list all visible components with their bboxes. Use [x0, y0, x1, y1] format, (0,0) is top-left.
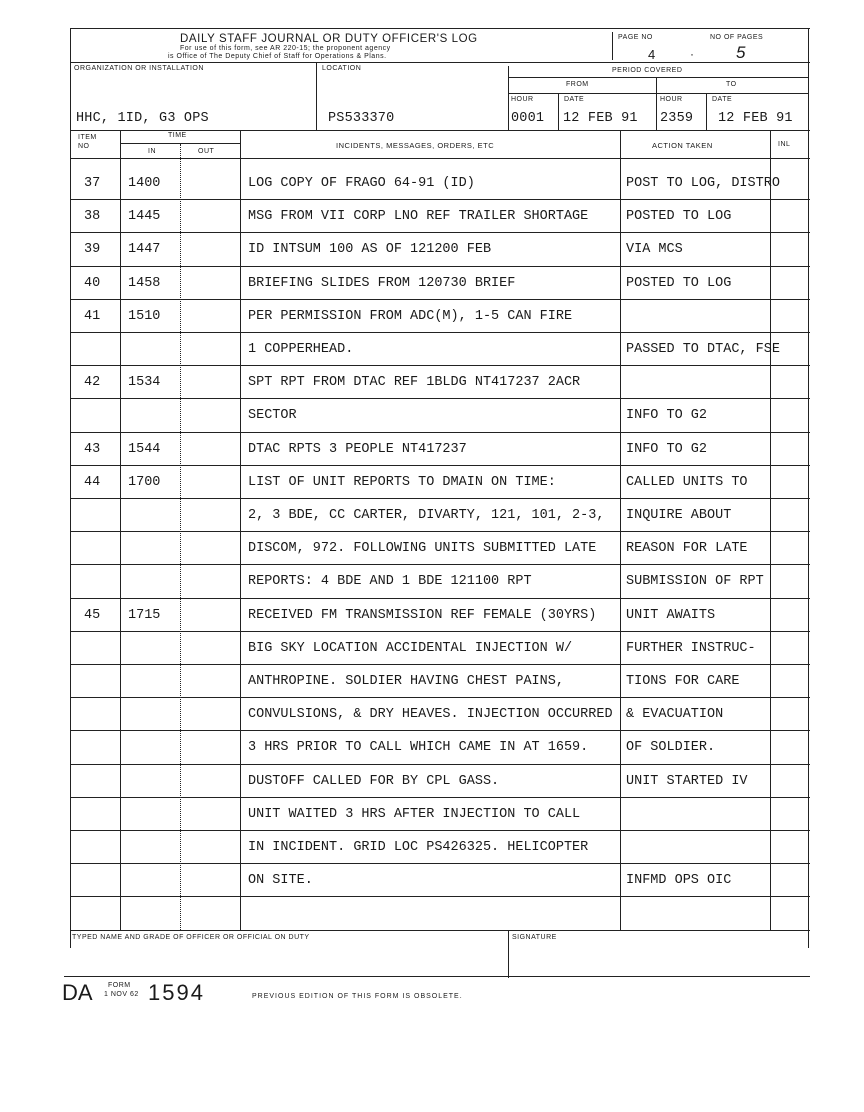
- page-separator: ·: [690, 47, 695, 61]
- item-no-label: ITEM NO: [78, 134, 97, 150]
- form-date: 1 NOV 62: [104, 991, 139, 998]
- action-taken: INFO TO G2: [626, 408, 708, 424]
- time-in: 1400: [128, 176, 161, 191]
- row-divider: [70, 797, 810, 798]
- row-divider: [70, 598, 810, 599]
- item-number: 45: [84, 607, 101, 623]
- time-in: 1700: [128, 474, 161, 490]
- form-subtitle-1: For use of this form, see AR 220-15; the proponent agency: [180, 45, 391, 52]
- to-date-label: DATE: [712, 96, 733, 103]
- incident-text: 2, 3 BDE, CC CARTER, DIVARTY, 121, 101, 2-3,: [248, 508, 605, 523]
- incident-text: PER PERMISSION FROM ADC(M), 1-5 CAN FIRE: [248, 308, 573, 324]
- item-number: 43: [84, 441, 101, 457]
- from-label: FROM: [566, 81, 589, 88]
- time-in: 1534: [128, 375, 161, 391]
- incident-text: ANTHROPINE. SOLDIER HAVING CHEST PAINS,: [248, 674, 564, 689]
- action-taken: TIONS FOR CARE: [626, 674, 740, 689]
- to-date: 12 FEB 91: [718, 111, 793, 126]
- row-divider: [70, 332, 810, 333]
- form-word: FORM: [108, 982, 131, 989]
- incident-text: MSG FROM VII CORP LNO REF TRAILER SHORTAGE: [248, 209, 589, 225]
- previous-edition-note: PREVIOUS EDITION OF THIS FORM IS OBSOLETE.: [252, 993, 463, 1000]
- item-number: 41: [84, 308, 101, 324]
- row-divider: [70, 199, 810, 200]
- row-divider: [70, 664, 810, 665]
- from-date: 12 FEB 91: [563, 111, 638, 126]
- time-in: 1510: [128, 308, 161, 324]
- page-number: 4: [648, 47, 656, 62]
- from-date-label: DATE: [564, 96, 585, 103]
- from-hour-label: HOUR: [511, 96, 534, 103]
- to-hour: 2359: [660, 111, 694, 126]
- item-number: 37: [84, 176, 101, 191]
- location-value: PS533370: [328, 111, 395, 126]
- action-taken: INFMD OPS OIC: [626, 873, 732, 889]
- item-number: 44: [84, 474, 101, 490]
- to-hour-label: HOUR: [660, 96, 683, 103]
- incident-text: CONVULSIONS, & DRY HEAVES. INJECTION OCCURRED: [248, 707, 613, 723]
- row-divider: [70, 896, 810, 897]
- to-label: TO: [726, 81, 737, 88]
- period-label: PERIOD COVERED: [612, 67, 683, 74]
- row-divider: [70, 266, 810, 267]
- action-taken: INFO TO G2: [626, 441, 708, 457]
- typed-name-label: TYPED NAME AND GRADE OF OFFICER OR OFFICIAL ON DUTY: [72, 934, 310, 941]
- incident-text: SECTOR: [248, 408, 297, 424]
- row-divider: [70, 398, 810, 399]
- action-taken: SUBMISSION OF RPT: [626, 574, 764, 590]
- row-divider: [70, 299, 810, 300]
- row-divider: [70, 631, 810, 632]
- row-divider: [70, 697, 810, 698]
- time-label: TIME: [168, 132, 187, 139]
- row-divider: [70, 232, 810, 233]
- incident-text: RECEIVED FM TRANSMISSION REF FEMALE (30YRS): [248, 607, 597, 623]
- row-divider: [70, 564, 810, 565]
- action-taken: UNIT AWAITS: [626, 607, 716, 623]
- row-divider: [70, 863, 810, 864]
- incident-text: SPT RPT FROM DTAC REF 1BLDG NT417237 2ACR: [248, 375, 581, 391]
- row-divider: [70, 465, 810, 466]
- incident-text: BIG SKY LOCATION ACCIDENTAL INJECTION W/: [248, 640, 573, 656]
- action-label: ACTION TAKEN: [652, 141, 713, 150]
- action-taken: POSTED TO LOG: [626, 275, 732, 291]
- form-number: 1594: [148, 980, 205, 1005]
- item-number: 40: [84, 275, 101, 291]
- form-subtitle-2: is Office of The Deputy Chief of Staff for Operations & Plans.: [168, 53, 387, 60]
- row-divider: [70, 730, 810, 731]
- incident-text: ON SITE.: [248, 873, 313, 889]
- item-number: 39: [84, 242, 101, 258]
- time-in: 1544: [128, 441, 161, 457]
- out-label: OUT: [198, 148, 215, 155]
- row-divider: [70, 531, 810, 532]
- incident-text: 3 HRS PRIOR TO CALL WHICH CAME IN AT 1659.: [248, 740, 589, 756]
- row-divider: [70, 498, 810, 499]
- item-number: 38: [84, 209, 101, 225]
- time-in: 1715: [128, 607, 161, 623]
- total-pages: 5: [736, 43, 747, 62]
- page-no-label: PAGE NO: [618, 34, 653, 41]
- action-taken: OF SOLDIER.: [626, 740, 716, 756]
- action-taken: POSTED TO LOG: [626, 209, 732, 225]
- time-in: 1458: [128, 275, 161, 291]
- init-label: INL: [778, 141, 791, 148]
- action-taken: FURTHER INSTRUC-: [626, 640, 756, 656]
- row-divider: [70, 365, 810, 366]
- action-taken: CALLED UNITS TO: [626, 474, 748, 490]
- action-taken: UNIT STARTED IV: [626, 773, 748, 789]
- action-taken: REASON FOR LATE: [626, 541, 748, 557]
- form-title: DAILY STAFF JOURNAL OR DUTY OFFICER'S LOG: [180, 33, 478, 45]
- time-in: 1445: [128, 209, 161, 225]
- incident-text: ID INTSUM 100 AS OF 121200 FEB: [248, 242, 492, 258]
- incident-text: DISCOM, 972. FOLLOWING UNITS SUBMITTED LATE: [248, 541, 597, 557]
- incident-text: DUSTOFF CALLED FOR BY CPL GASS.: [248, 773, 500, 789]
- item-number: 42: [84, 375, 101, 391]
- row-divider: [70, 432, 810, 433]
- incidents-label: INCIDENTS, MESSAGES, ORDERS, ETC: [336, 141, 495, 150]
- action-taken: INQUIRE ABOUT: [626, 508, 732, 523]
- signature-label: SIGNATURE: [512, 934, 557, 941]
- time-in: 1447: [128, 242, 161, 258]
- incident-text: BRIEFING SLIDES FROM 120730 BRIEF: [248, 275, 516, 291]
- row-divider: [70, 764, 810, 765]
- form-prefix: DA: [62, 980, 93, 1005]
- no-pages-label: NO OF PAGES: [710, 34, 764, 41]
- org-label: ORGANIZATION OR INSTALLATION: [74, 65, 204, 72]
- row-divider: [70, 830, 810, 831]
- incident-text: DTAC RPTS 3 PEOPLE NT417237: [248, 441, 467, 457]
- incident-text: 1 COPPERHEAD.: [248, 342, 354, 357]
- incident-text: LOG COPY OF FRAGO 64-91 (ID): [248, 176, 475, 191]
- org-value: HHC, 1ID, G3 OPS: [76, 111, 209, 126]
- action-taken: PASSED TO DTAC, FSE: [626, 342, 780, 357]
- in-label: IN: [148, 148, 156, 155]
- location-label: LOCATION: [322, 65, 362, 72]
- action-taken: & EVACUATION: [626, 707, 724, 723]
- action-taken: POST TO LOG, DISTRO: [626, 176, 780, 191]
- incident-text: LIST OF UNIT REPORTS TO DMAIN ON TIME:: [248, 474, 556, 490]
- action-taken: VIA MCS: [626, 242, 683, 258]
- from-hour: 0001: [511, 111, 545, 126]
- incident-text: IN INCIDENT. GRID LOC PS426325. HELICOPTER: [248, 840, 589, 855]
- incident-text: REPORTS: 4 BDE AND 1 BDE 121100 RPT: [248, 574, 532, 590]
- incident-text: UNIT WAITED 3 HRS AFTER INJECTION TO CALL: [248, 806, 581, 822]
